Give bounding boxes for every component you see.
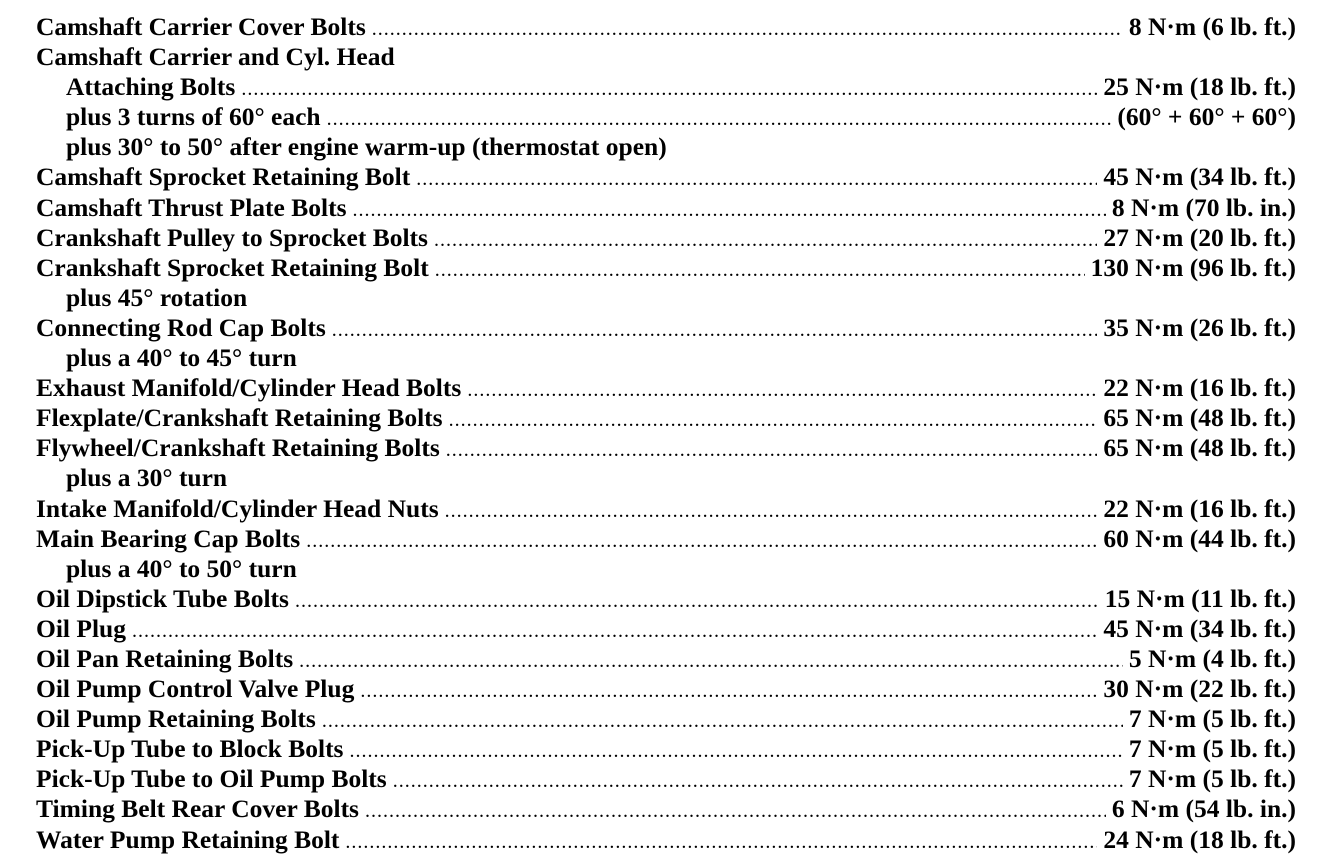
spec-row xyxy=(36,554,1296,584)
spec-label: Pick-Up Tube to Oil Pump Bolts xyxy=(36,764,387,794)
spec-row xyxy=(36,313,1296,343)
dot-leader xyxy=(327,104,1112,134)
dot-leader xyxy=(349,736,1122,766)
spec-label: Exhaust Manifold/Cylinder Head Bolts xyxy=(36,373,462,403)
spec-row xyxy=(36,283,1296,313)
dot-leader xyxy=(332,315,1098,345)
spec-row xyxy=(36,794,1296,824)
spec-label: Attaching Bolts xyxy=(66,72,236,102)
dot-leader xyxy=(241,74,1097,104)
dot-leader xyxy=(393,766,1123,796)
spec-value: 45 N·m (34 lb. ft.) xyxy=(1103,162,1296,192)
spec-value: 8 N·m (70 lb. in.) xyxy=(1111,192,1296,222)
spec-label: Oil Dipstick Tube Bolts xyxy=(36,583,289,613)
spec-label: Crankshaft Sprocket Retaining Bolt xyxy=(36,252,429,282)
dot-leader xyxy=(445,496,1098,526)
spec-value: 60 N·m (44 lb. ft.) xyxy=(1103,523,1296,553)
spec-value: 25 N·m (18 lb. ft.) xyxy=(1103,72,1296,102)
spec-row xyxy=(36,223,1296,253)
spec-label: Flexplate/Crankshaft Retaining Bolts xyxy=(36,403,443,433)
spec-label: plus 45° rotation xyxy=(66,282,248,312)
spec-row xyxy=(36,644,1296,674)
spec-row xyxy=(36,373,1296,403)
spec-value: 45 N·m (34 lb. ft.) xyxy=(1103,613,1296,643)
spec-value: (60° + 60° + 60°) xyxy=(1117,102,1296,132)
spec-label: Camshaft Thrust Plate Bolts xyxy=(36,192,347,222)
spec-row xyxy=(36,433,1296,463)
spec-label: Crankshaft Pulley to Sprocket Bolts xyxy=(36,222,428,252)
spec-row xyxy=(36,132,1296,162)
spec-row xyxy=(36,764,1296,794)
dot-leader xyxy=(446,435,1098,465)
spec-value: 15 N·m (11 lb. ft.) xyxy=(1104,583,1296,613)
spec-row xyxy=(36,12,1296,42)
spec-value: 7 N·m (5 lb. ft.) xyxy=(1128,704,1296,734)
spec-label: Intake Manifold/Cylinder Head Nuts xyxy=(36,493,439,523)
spec-label: plus a 30° turn xyxy=(66,463,228,493)
dot-leader xyxy=(416,164,1097,194)
spec-value: 22 N·m (16 lb. ft.) xyxy=(1103,373,1296,403)
spec-row xyxy=(36,614,1296,644)
spec-row xyxy=(36,193,1296,223)
spec-label: Water Pump Retaining Bolt xyxy=(36,824,340,854)
spec-row xyxy=(36,704,1296,734)
spec-row xyxy=(36,524,1296,554)
dot-leader xyxy=(434,225,1097,255)
dot-leader xyxy=(353,195,1106,225)
spec-value: 130 N·m (96 lb. ft.) xyxy=(1090,252,1296,282)
spec-label: Oil Pump Control Valve Plug xyxy=(36,674,355,704)
dot-leader xyxy=(295,586,1099,616)
dot-leader xyxy=(435,255,1085,285)
spec-row xyxy=(36,162,1296,192)
dot-leader xyxy=(306,526,1097,556)
spec-row xyxy=(36,253,1296,283)
spec-value: 65 N·m (48 lb. ft.) xyxy=(1103,403,1296,433)
spec-row xyxy=(36,584,1296,614)
spec-value: 35 N·m (26 lb. ft.) xyxy=(1103,312,1296,342)
spec-value: 65 N·m (48 lb. ft.) xyxy=(1103,433,1296,463)
spec-label: plus a 40° to 50° turn xyxy=(66,553,297,583)
dot-leader xyxy=(132,616,1097,646)
dot-leader xyxy=(467,375,1097,405)
dot-leader xyxy=(449,405,1098,435)
spec-label: Oil Pan Retaining Bolts xyxy=(36,643,294,673)
spec-label: Timing Belt Rear Cover Bolts xyxy=(36,794,359,824)
spec-value: 5 N·m (4 lb. ft.) xyxy=(1128,643,1296,673)
spec-label: Camshaft Carrier Cover Bolts xyxy=(36,12,366,41)
spec-row xyxy=(36,463,1296,493)
spec-label: Flywheel/Crankshaft Retaining Bolts xyxy=(36,433,440,463)
dot-leader xyxy=(345,827,1097,857)
spec-value: 7 N·m (5 lb. ft.) xyxy=(1128,734,1296,764)
spec-label: Oil Pump Retaining Bolts xyxy=(36,704,316,734)
spec-label: Connecting Rod Cap Bolts xyxy=(36,312,326,342)
spec-row xyxy=(36,72,1296,102)
spec-row xyxy=(36,42,1296,72)
spec-label: plus 3 turns of 60° each xyxy=(66,102,321,132)
spec-row xyxy=(36,403,1296,433)
spec-value: 22 N·m (16 lb. ft.) xyxy=(1103,493,1296,523)
dot-leader xyxy=(360,676,1097,706)
spec-label: Oil Plug xyxy=(36,613,126,643)
spec-value: 6 N·m (54 lb. in.) xyxy=(1111,794,1296,824)
spec-label: Camshaft Sprocket Retaining Bolt xyxy=(36,162,411,192)
dot-leader xyxy=(322,706,1123,736)
dot-leader xyxy=(372,14,1123,44)
spec-row xyxy=(36,734,1296,764)
spec-value: 8 N·m (6 lb. ft.) xyxy=(1128,12,1296,41)
spec-value: 24 N·m (18 lb. ft.) xyxy=(1103,824,1296,854)
spec-label: Main Bearing Cap Bolts xyxy=(36,523,301,553)
torque-spec-list xyxy=(36,12,1296,855)
spec-row xyxy=(36,494,1296,524)
spec-value: 30 N·m (22 lb. ft.) xyxy=(1103,674,1296,704)
spec-row xyxy=(36,102,1296,132)
spec-row xyxy=(36,343,1296,373)
spec-value: 27 N·m (20 lb. ft.) xyxy=(1103,222,1296,252)
spec-label: Pick-Up Tube to Block Bolts xyxy=(36,734,344,764)
spec-row xyxy=(36,825,1296,855)
spec-label: plus 30° to 50° after engine warm-up (thermostat open) xyxy=(66,132,667,162)
dot-leader xyxy=(365,796,1106,826)
spec-row xyxy=(36,674,1296,704)
spec-label: Camshaft Carrier and Cyl. Head xyxy=(36,42,395,72)
spec-label: plus a 40° to 45° turn xyxy=(66,343,297,373)
dot-leader xyxy=(299,646,1123,676)
spec-value: 7 N·m (5 lb. ft.) xyxy=(1128,764,1296,794)
